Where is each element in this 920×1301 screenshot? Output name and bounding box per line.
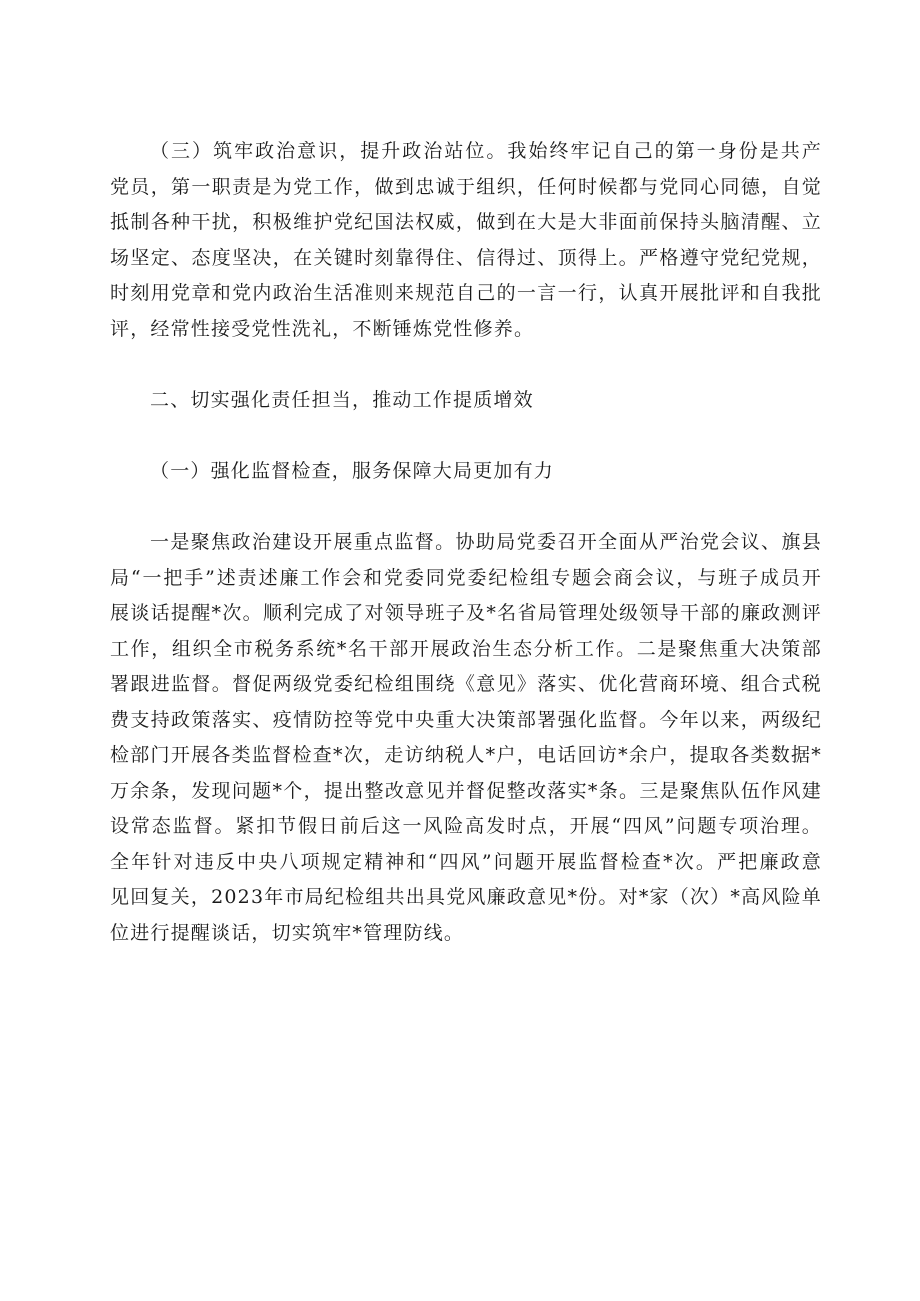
text-line: 见回复关，2023年市局纪检组共出具党风廉政意见*份。对*家（次）*高风险单 xyxy=(110,886,822,908)
text-line: 万余条，发现问题*个，提出整改意见并督促整改落实*条。三是聚焦队伍作风建 xyxy=(110,779,822,802)
text-line: 党员，第一职责是为党工作，做到忠诚于组织，任何时候都与党同心同德，自觉 xyxy=(110,175,822,198)
document-page xyxy=(110,134,822,951)
text-line: 位进行提醒谈话，切实筑牢*管理防线。 xyxy=(110,921,465,944)
text-line: 检部门开展各类监督检查*次，走访纳税人*户，电话回访*余户，提取各类数据* xyxy=(110,744,822,766)
text-line: 全年针对违反中央八项规定精神和“四风”问题开展监督检查*次。严把廉政意 xyxy=(110,850,822,873)
section-heading-text: 二、切实强化责任担当，推动工作提质增效 xyxy=(150,389,534,411)
text-line: 署跟进监督。督促两级党委纪检组围绕《意见》落实、优化营商环境、组合式税 xyxy=(110,673,822,695)
text-line: 局“一把手”述责述廉工作会和党委同党委纪检组专题会商会议，与班子成员开 xyxy=(110,566,822,589)
text-line: 工作，组织全市税务系统*名干部开展政治生态分析工作。二是聚焦重大决策部 xyxy=(110,637,822,660)
text-line: 设常态监督。紧扣节假日前后这一风险高发时点，开展“四风”问题专项治理。 xyxy=(110,815,822,837)
paragraph-political-awareness xyxy=(110,134,822,347)
subsection-heading-text: （一）强化监督检查，服务保障大局更加有力 xyxy=(150,459,555,482)
text-line: （三）筑牢政治意识，提升政治站位。我始终牢记自己的第一身份是共产 xyxy=(150,140,822,162)
subsection-heading xyxy=(110,454,822,490)
text-line: 展谈话提醒*次。顺利完成了对领导班子及*名省局管理处级领导干部的廉政测评 xyxy=(110,602,822,624)
text-line: 抵制各种干扰，积极维护党纪国法权威，做到在大是大非面前保持头脑清醒、立 xyxy=(110,211,822,233)
text-line: 时刻用党章和党内政治生活准则来规范自己的一言一行，认真开展批评和自我批 xyxy=(110,282,822,304)
section-heading xyxy=(110,383,822,419)
text-line: 费支持政策落实、疫情防控等党中央重大决策部署强化监督。今年以来，两级纪 xyxy=(110,708,822,731)
text-line: 评，经常性接受党性洗礼，不断锤炼党性修养。 xyxy=(110,317,535,340)
text-line: 场坚定、态度坚决，在关键时刻靠得住、信得过、顶得上。严格遵守党纪党规， xyxy=(110,246,822,269)
text-line: 一是聚焦政治建设开展重点监督。协助局党委召开全面从严治党会议、旗县 xyxy=(150,531,822,553)
paragraph-supervision xyxy=(110,525,822,951)
